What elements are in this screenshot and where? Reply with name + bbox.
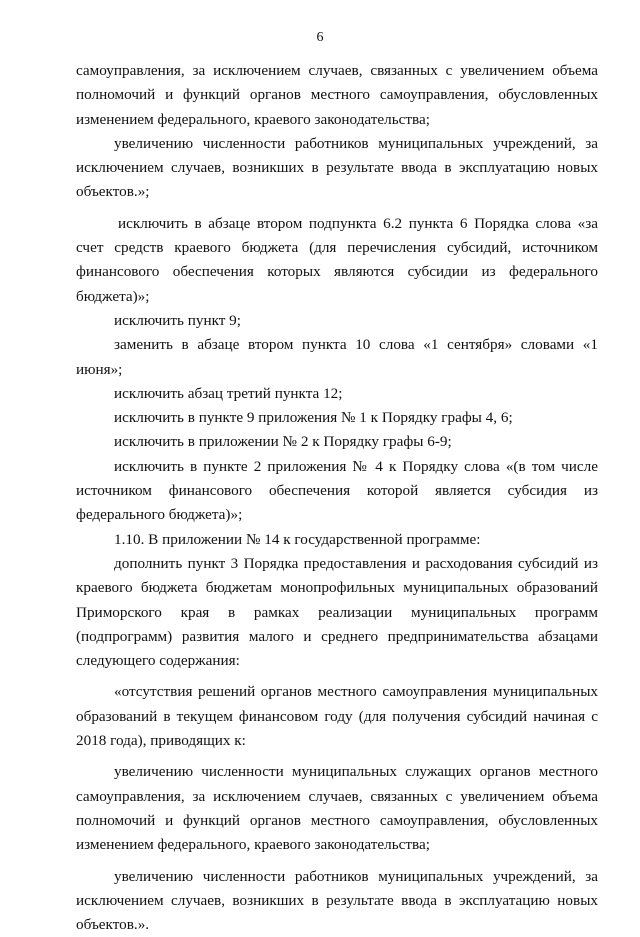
paragraph-exclude-words-6-2: исключить в абзаце втором подпункта 6.2 пункта 6 Порядка слова «за счет средств краевого бюджета (для перечисления субсидий, источником финансового обеспечения которых являются субсидии из федерального бюджета)»; xyxy=(76,212,598,309)
paragraph-supplement-point-3: дополнить пункт 3 Порядка предоставления и расходования субсидий из краевого бюджета бюджетам монопрофильных муниципальных образований Приморского края в рамках реализации муниципальных программ (подпрограмм) развития малого и среднего предпринимательства абзацами следующего содержания: xyxy=(76,552,598,673)
paragraph-exclude-abzac-12: исключить абзац третий пункта 12; xyxy=(76,382,598,406)
section-heading-1-10: 1.10. В приложении № 14 к государственной программе: xyxy=(76,528,598,552)
paragraph-workers-increase: увеличению численности работников муниципальных учреждений, за исключением случаев, возникших в результате ввода в эксплуатацию новых объектов.»; xyxy=(76,132,598,205)
paragraph-quote-workers-increase: увеличению численности работников муниципальных учреждений, за исключением случаев, возникших в результате ввода в эксплуатацию новых объектов.». xyxy=(76,865,598,937)
paragraph-replace-date: заменить в абзаце втором пункта 10 слова «1 сентября» словами «1 июня»; xyxy=(76,333,598,382)
document-body xyxy=(76,59,598,937)
paragraph-quote-absence-decisions: «отсутствия решений органов местного самоуправления муниципальных образований в текущем финансовом году (для получения субсидий начиная с 2018 года), приводящих к: xyxy=(76,680,598,753)
paragraph-continuation: самоуправления, за исключением случаев, связанных с увеличением объема полномочий и функций органов местного самоуправления, обусловленных изменением федерального, краевого законодательства; xyxy=(76,59,598,132)
paragraph-exclude-columns-app1: исключить в пункте 9 приложения № 1 к Порядку графы 4, 6; xyxy=(76,406,598,430)
paragraph-quote-employees-increase: увеличению численности муниципальных служащих органов местного самоуправления, за исключением случаев, связанных с увеличением объема полномочий и функций органов местного самоуправления, обусловленных изменением федерального, краевого законодательства; xyxy=(76,760,598,857)
paragraph-exclude-point-9: исключить пункт 9; xyxy=(76,309,598,333)
page-number: 6 xyxy=(0,30,640,46)
paragraph-exclude-columns-app2: исключить в приложении № 2 к Порядку графы 6-9; xyxy=(76,430,598,454)
paragraph-exclude-words-app4: исключить в пункте 2 приложения № 4 к Порядку слова «(в том числе источником финансового обеспечения которой является субсидия из федерального бюджета)»; xyxy=(76,455,598,528)
